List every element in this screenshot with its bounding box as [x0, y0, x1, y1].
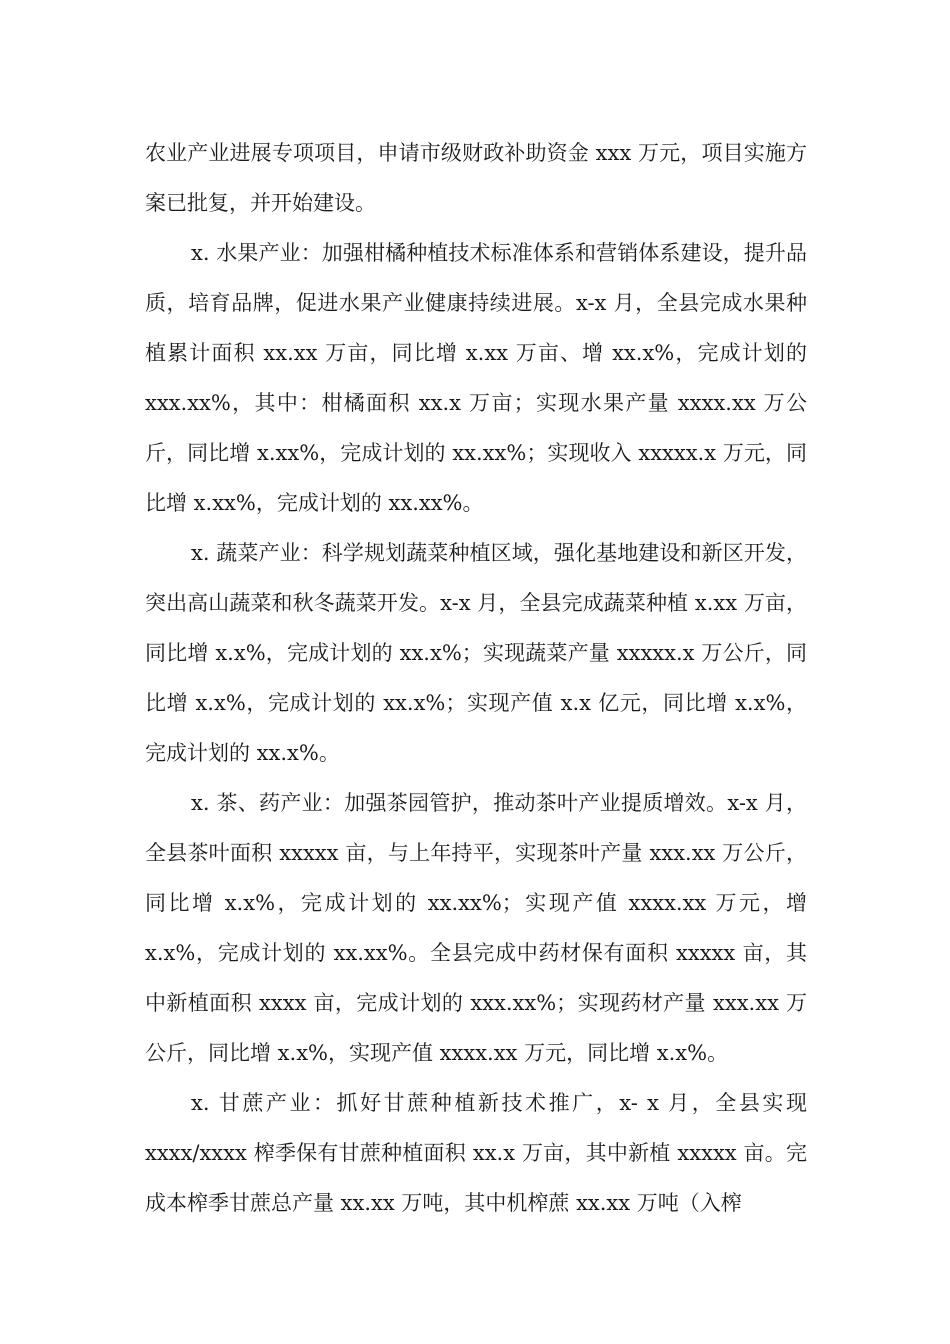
paragraph-fruit-industry: x. 水果产业：加强柑橘种植技术标准体系和营销体系建设，提升品质，培育品牌，促进水果产业健康持续进展。x-x 月，全县完成水果种植累计面积 xx.xx 万亩，同比增 x.xx 万亩、增 xx.x%，完成计划的 xxx.xx%，其中：柑橘面积 xx.x 万亩；实现水果产量 xxxx.xx 万公斤，同比增 x.xx%，完成计划的 xx.xx%；实现收入 xxxxx.x 万元，同比增 x.xx%，完成计划的 xx.xx%。 — [145, 241, 807, 515]
paragraph-sugarcane-industry: x. 甘蔗产业：抓好甘蔗种植新技术推广，x- x 月，全县实现 xxxx/xxxx 榨季保有甘蔗种植面积 xx.x 万亩，其中新植 xxxxx 亩。完成本榨季甘蔗总产量 xx.xx 万吨，其中机榨蔗 xx.xx 万吨（入榨 — [145, 1091, 807, 1215]
paragraph-vegetable-industry: x. 蔬菜产业：科学规划蔬菜种植区域，强化基地建设和新区开发，突出高山蔬菜和秋冬蔬菜开发。x-x 月，全县完成蔬菜种植 x.xx 万亩，同比增 x.x%，完成计划的 xx.x%；实现蔬菜产量 xxxxx.x 万公斤，同比增 x.x%，完成计划的 xx.x%；实现产值 x.x 亿元，同比增 x.x%，完成计划的 xx.x%。 — [145, 541, 807, 765]
document-body — [145, 128, 807, 1228]
paragraph-continuation: 农业产业进展专项项目，申请市级财政补助资金 xxx 万元，项目实施方案已批复，并开始建设。 — [145, 141, 807, 215]
paragraph-tea-medicine-industry: x. 茶、药产业：加强茶园管护，推动茶叶产业提质增效。x-x 月，全县茶叶面积 xxxxx 亩，与上年持平，实现茶叶产量 xxx.xx 万公斤，同比增 x.x%，完成计划的 xx.xx%；实现产值 xxxx.xx 万元，增 x.x%，完成计划的 xx.xx%。全县完成中药材保有面积 xxxxx 亩，其中新植面积 xxxx 亩，完成计划的 xxx.xx%；实现药材产量 xxx.xx 万公斤，同比增 x.x%，实现产值 xxxx.xx 万元，同比增 x.x%。 — [145, 791, 807, 1065]
